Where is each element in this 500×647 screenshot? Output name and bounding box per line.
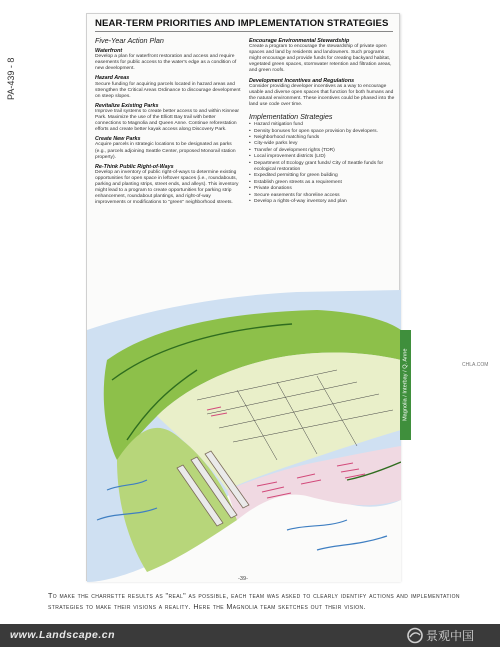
section-heading: Hazard Areas [95,75,130,82]
list-item: • Department of Ecology grant funds/ City of Seattle funds for ecological restoration [249,161,395,174]
section-heading: Revitalize Existing Parks [95,102,159,109]
section-heading: Re-Think Public Right-of-Ways [95,163,174,170]
list-item: • Hazard mitigation fund [249,122,395,128]
section-body: Consider providing developer incentives as a way to encourage usable and diverse open spaces that function for both humans and the natural environment. These incentives could be phased into the land use code over time. [249,83,395,107]
list-item: • Secure easements for shoreline access [249,193,395,199]
section-body: Improve trail systems to create better access to and within Kinnear Park. Maximize the use of the Elliott Bay trail with better connections to Magnolia and Queen Anne. Continue reforestation efforts and create better kayak access along Discovery Park. [95,108,240,133]
list-item: • Private donations [249,186,395,192]
section-heading: Development Incentives and Regulations [249,77,355,84]
landscape-china-logo [406,626,494,645]
footer-bar [0,624,500,647]
action-plan-heading: Five-Year Action Plan [95,36,164,45]
section-heading: Encourage Environmental Stewardship [249,38,350,44]
section-body: Create a program to encourage the stewardship of private open spaces and land by residents and landowners. Such programs might encourage and provide funds for creating backyard habitat, vegetated green spaces, stormwater retention and filtration areas, and green roofs. [249,44,392,74]
figure-caption: To make the charrette results as "real" as possible, each team was asked to clearly identify actions and implementation strategies to make their visions a reality. Here the Magnolia team sketches out their vision. [48,591,460,611]
logo-text: 景观中国 [426,629,475,643]
page-number: -39- [238,576,248,582]
list-item: • Local improvement districts (LID) [249,154,395,160]
section-body: Acquire parcels in strategic locations to be designated as parks (e.g., parcels adjoining Seattle Center, proposed Monorail station property). [95,142,236,160]
section-tab: Magnolia / Interbay / Q. Anne [400,330,411,440]
left-column [95,38,241,207]
page-title: NEAR-TERM PRIORITIES AND IMPLEMENTATION STRATEGIES [95,18,389,29]
list-item: • Establish green streets as a requirement [249,180,395,186]
strategies-list [249,122,395,205]
document-page [86,13,400,581]
section-body: Develop an inventory of public right-of-ways to determine existing opportunities for open space in leftover spaces (i.e., roundabouts, parking and planting strips, street ends, and alleys). This inventory might lead to a program to create opportunities for parking strip enhancement, roundabout plantings, and right-of-way improvements or modifications to "green" neighborhood streets. [95,169,239,206]
section-body: Develop a plan for waterfront restoration and access and require easements for public access to the water's edge as a condition of new development. [95,54,237,72]
list-item: • Neighborhood matching funds [249,135,395,141]
section-heading: Waterfront [95,48,123,55]
section-heading: Create New Parks [95,136,141,143]
list-item: • Develop a rights-of-way inventory and plan [249,199,395,205]
list-item: • City-wide parks levy [249,141,395,147]
list-item: • Transfer of development rights (TDR) [249,148,395,154]
strategies-heading: Implementation Strategies [249,112,333,122]
list-item: • Expedited permitting for green building [249,173,395,179]
footer-url: www.Landscape.cn [10,629,116,641]
aerial-sketch-illustration [87,290,401,582]
page-code: PA-439 - 8 [6,57,16,100]
right-column [249,38,395,205]
section-body: Secure funding for acquiring parcels located in hazard areas and strengthen the Critical Areas Ordinance to discourage development on steep slopes. [95,81,241,99]
list-item: • Density bonuses for open space provision by developers. [249,129,395,135]
source-watermark: CHLA.COM [462,362,489,368]
title-rule [95,31,393,32]
